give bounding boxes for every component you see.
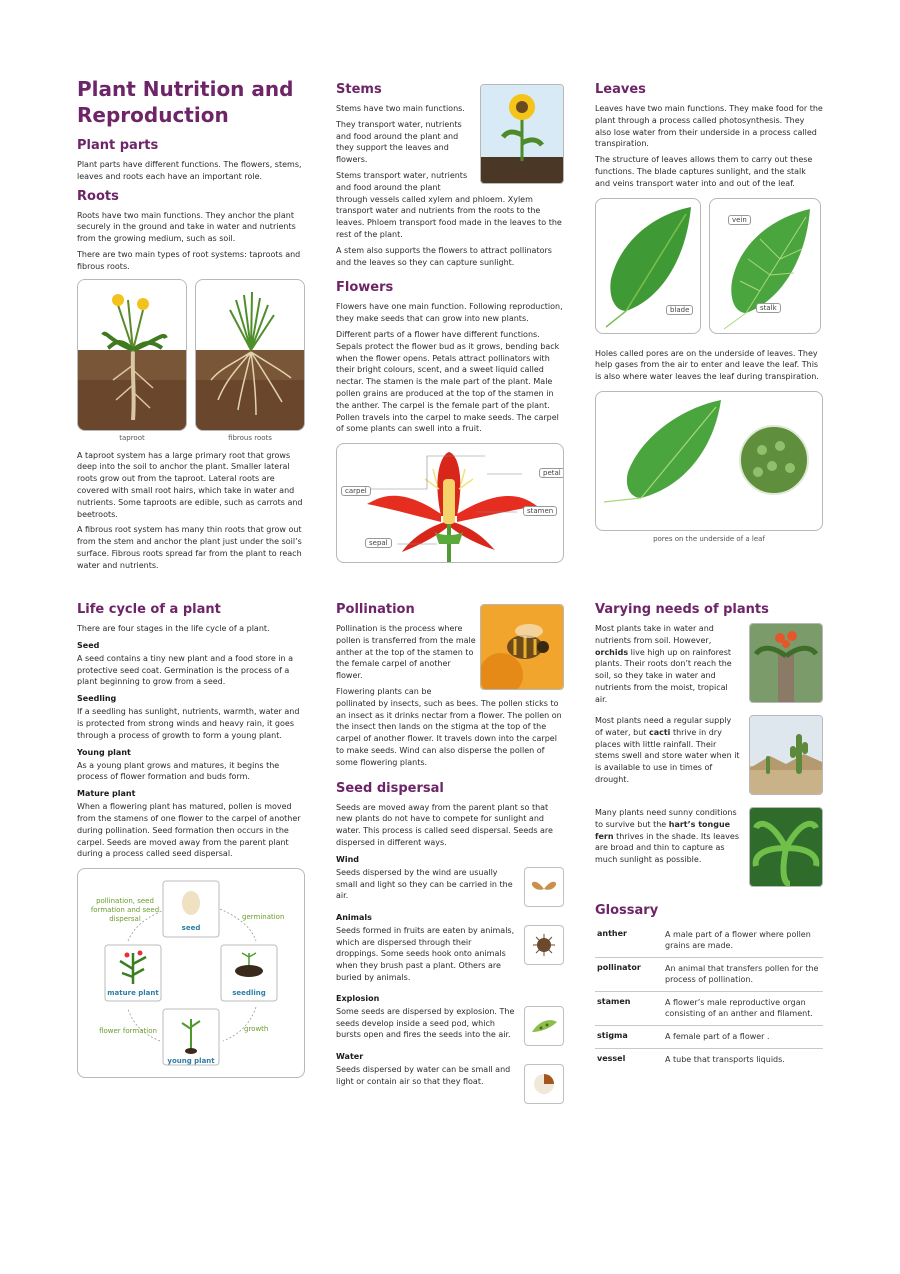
root-images	[77, 279, 305, 442]
glossary-row	[595, 1026, 823, 1049]
label-blade: blade	[666, 305, 693, 315]
stems-p3b: through vessels called xylem and phloem. Xylem transport water and nutrients from the roots to the leaves. Phloem transport food made in the leaves to the rest of the plant.	[336, 194, 562, 239]
column-right-bottom	[595, 596, 823, 1071]
leaf-blade-image	[595, 198, 701, 334]
water-row	[336, 1064, 564, 1104]
fibrous-figure	[195, 279, 305, 442]
taproot-caption: taproot	[119, 433, 145, 442]
column-right-top	[595, 76, 823, 543]
seed-text: A seed contains a tiny new plant and a food store in a protective seed coat. Germination is the process of a plant beginning to grow from a seed.	[77, 653, 294, 687]
life-cycle-diagram	[77, 868, 305, 1078]
wind-heading: Wind	[336, 854, 359, 864]
glossary-term: pollinator	[597, 963, 641, 972]
fern-image	[749, 807, 823, 887]
column-left-bottom	[77, 596, 305, 1078]
leaves-p1: Leaves have two main functions. They make food for the plant through a process called photosynthesis. They also lose water from their underside in a process called transpiration.	[595, 104, 823, 149]
burr-seed-icon	[524, 925, 564, 965]
fern-text	[595, 807, 741, 887]
orchid-keyword: orchids	[595, 647, 629, 657]
leaves-heading: Leaves	[595, 82, 646, 97]
glossary-term: stigma	[597, 1031, 628, 1040]
label-stamen: stamen	[523, 506, 557, 516]
cacti-text	[595, 715, 741, 799]
glossary-definition: A male part of a flower where pollen grains are made.	[665, 930, 811, 950]
taproot-figure	[77, 279, 187, 442]
cycle-germination-label: germination	[242, 913, 285, 922]
varying-needs-heading: Varying needs of plants	[595, 602, 769, 617]
orchid-text-a: Most plants take in water and nutrients from soil. However,	[595, 624, 714, 645]
wind-row	[336, 867, 564, 907]
bee-image	[480, 604, 564, 690]
glossary-row	[595, 992, 823, 1026]
mature-plant-text: When a flowering plant has matured, pollen is moved from the stamens of one flower to the carpel of another during pollination. Seed formation then occurs in the carpel. Seeds are moved away from the parent plant during a process called seed dispersal.	[77, 802, 301, 859]
glossary-list	[595, 924, 823, 1071]
orchid-text-b: live high up on rainforest plants. Their roots don’t reach the soil, so they take in water and nutrients from the moist, tropical air.	[595, 647, 732, 704]
plant-parts-heading: Plant parts	[77, 138, 159, 153]
cacti-text-a: Most plants need a regular supply of water, but	[595, 716, 732, 737]
orchid-row	[595, 623, 823, 709]
fern-text-b: thrives in the shade. Its leaves are broad and thin to capture as much sunlight as possible.	[595, 831, 739, 865]
roots-p1: Roots have two main functions. They anchor the plant securely in the ground and take in water and nutrients from the growing medium, such as soil.	[77, 210, 296, 244]
pollination-heading: Pollination	[336, 602, 415, 617]
explosion-text: Some seeds are dispersed by explosion. The seeds develop inside a seed pod, which bursts open and fires the seeds into the air.	[336, 1006, 515, 1040]
fern-row	[595, 807, 823, 891]
cacti-row	[595, 715, 823, 803]
column-left-top	[77, 76, 305, 576]
cycle-pollination-label: pollination, seed formation and seed dispersal	[90, 897, 160, 924]
fibrous-caption: fibrous roots	[228, 433, 272, 442]
flowers-p1: Flowers have one main function. Following reproduction, they make seeds that can grow into new plants.	[336, 302, 563, 324]
leaves-p2: The structure of leaves allows them to carry out these functions. The blade captures sunlight, and the stalk and veins transport water into and out of the leaf.	[595, 155, 813, 188]
cacti-image	[749, 715, 823, 795]
life-cycle-intro: There are four stages in the life cycle of a plant.	[77, 624, 270, 633]
label-stalk: stalk	[756, 303, 781, 313]
glossary-term: stamen	[597, 997, 631, 1006]
orchid-text	[595, 623, 741, 705]
seed-dispersal-heading: Seed dispersal	[336, 780, 444, 796]
label-carpel: carpel	[341, 486, 371, 496]
cycle-flower-formation-label: flower formation	[99, 1027, 157, 1036]
mature-plant-heading: Mature plant	[77, 789, 136, 799]
cycle-seed-label: seed	[181, 924, 201, 933]
cycle-mature-plant-label: mature plant	[107, 989, 159, 998]
glossary-definition: A tube that transports liquids.	[665, 1055, 785, 1064]
stems-heading: Stems	[336, 82, 382, 97]
coconut-icon	[524, 1064, 564, 1104]
glossary-row	[595, 958, 823, 992]
roots-p3: A taproot system has a large primary root that grows deep into the soil to anchor the plant. Smaller lateral roots grow out from the taproot. Lateral roots are covered with small root hairs, which take in water and nutrients. Some taproots are edible, such as carrots and beetroots.	[77, 450, 303, 519]
cycle-seedling-label: seedling	[232, 989, 266, 998]
wind-text: Seeds dispersed by the wind are usually small and light so they can be carried in the air.	[336, 867, 513, 901]
explosion-heading: Explosion	[336, 993, 380, 1003]
seedling-heading: Seedling	[77, 694, 117, 704]
glossary-row	[595, 924, 823, 958]
leaf-pores-image	[595, 391, 823, 531]
young-plant-heading: Young plant	[77, 747, 131, 757]
water-heading: Water	[336, 1051, 364, 1061]
flower-diagram	[336, 443, 564, 563]
explosion-row	[336, 1006, 564, 1046]
sunflower-image	[480, 84, 564, 184]
pollination-p1a: Pollination is the process where pollen is transferred from the male anther at the top of the stamen to the female carpel of another flower.	[336, 624, 476, 681]
flowers-heading: Flowers	[336, 280, 394, 296]
pollination-p1b: Flowering plants can be	[336, 686, 432, 696]
leaves-p3: Holes called pores are on the underside of leaves. They help gases from the air to enter and leave the leaf. This is also where water leaves the leaf during transpiration.	[595, 348, 819, 382]
label-sepal: sepal	[365, 538, 392, 548]
seed-pod-icon	[524, 1006, 564, 1046]
stems-p4: A stem also supports the flowers to attract pollinators and the leaves so they can capture sunlight.	[336, 245, 552, 267]
flowers-p2: Different parts of a flower have different functions. Sepals protect the flower bud as it grows, bending back when the flower opens. Petals attract pollinators with their bright colours, scent, and a sweet liquid called nectar. The stamen is the male part of the plant. Male pollen grains are produced at the top of the stamen in the anther. The carpel is the female part of the plant. Pollen travels into the carpel to make seeds. The carpel of some plants can swell into a fruit.	[336, 329, 560, 434]
taproot-image	[77, 279, 187, 431]
label-vein: vein	[728, 215, 751, 225]
wind-seed-icon	[524, 867, 564, 907]
glossary-row	[595, 1049, 823, 1071]
page-title: Plant Nutrition and Reproduction	[77, 77, 294, 127]
glossary-definition: An animal that transfers pollen for the process of pollination.	[665, 964, 819, 984]
glossary-definition: A female part of a flower .	[665, 1032, 770, 1041]
animals-row	[336, 925, 564, 988]
cycle-young-plant-label: young plant	[167, 1057, 215, 1066]
roots-heading: Roots	[77, 188, 119, 204]
glossary-term: vessel	[597, 1054, 626, 1063]
fern-text-a: Many plants need sunny conditions to survive but the	[595, 808, 737, 829]
seed-heading: Seed	[77, 640, 100, 650]
animals-text: Seeds formed in fruits are eaten by animals, which are dispersed through their droppings. Some seeds hook onto animals when they brush past a plant. Others are buried by animals.	[336, 925, 515, 982]
seedling-text: If a seedling has sunlight, nutrients, warmth, water and is protected from strong winds and heavy rain, it goes through a process of growth to form a young plant.	[77, 707, 300, 740]
fibrous-roots-image	[195, 279, 305, 431]
cacti-keyword: cacti	[648, 727, 671, 737]
pores-caption: pores on the underside of a leaf	[653, 534, 765, 543]
plant-parts-text: Plant parts have different functions. The flowers, stems, leaves and roots each have an important role.	[77, 160, 302, 181]
leaf-vein-image	[709, 198, 821, 334]
stems-p1: Stems have two main functions.	[336, 104, 465, 113]
roots-p4: A fibrous root system has many thin roots that grow out from the stem and anchor the plant just under the soil’s surface. Fibrous roots spread far from the plant to reach water and nutrients.	[77, 525, 302, 570]
column-middle-bottom	[336, 596, 564, 1104]
animals-heading: Animals	[336, 912, 372, 922]
cycle-growth-label: growth	[244, 1025, 269, 1034]
leaf-images	[595, 198, 823, 334]
pollination-p2: pollinated by insects, such as bees. The pollen sticks to an insect as it drinks nectar from a flower. The pollen on the insect then lands on the stigma at the top of the carpel of another flower. It travels down into the carpel to make seeds. Wind can also disperse the pollen of some flowering plants.	[336, 698, 562, 767]
water-text: Seeds dispersed by water can be small and light or contain air so that they float.	[336, 1064, 511, 1086]
seed-dispersal-intro: Seeds are moved away from the parent plant so that new plants do not have to compete for sunlight and water. This process is called seed dispersal. Seeds are dispersed in different ways.	[336, 802, 553, 847]
column-middle-top	[336, 76, 564, 563]
cacti-text-b: thrive in dry places with little rainfall. Their stems swell and store water when it is available to use in times of drought.	[595, 727, 740, 784]
glossary-definition: A flower’s male reproductive organ consisting of an anther and filament.	[665, 998, 813, 1018]
label-petal: petal	[539, 468, 564, 478]
life-cycle-heading: Life cycle of a plant	[77, 602, 221, 617]
roots-p2: There are two main types of root systems: taproots and fibrous roots.	[77, 249, 301, 271]
orchid-image	[749, 623, 823, 703]
glossary-heading: Glossary	[595, 903, 659, 918]
young-plant-text: As a young plant grows and matures, it begins the process of flower formation and buds form.	[77, 760, 280, 782]
stems-p2: They transport water, nutrients and food around the plant and they support the leaves and flowers.	[336, 119, 462, 165]
glossary-term: anther	[597, 929, 627, 938]
fern-keyword: hart’s tongue fern	[595, 819, 731, 841]
stems-p3a: Stems transport water, nutrients and food around the plant	[336, 170, 468, 192]
